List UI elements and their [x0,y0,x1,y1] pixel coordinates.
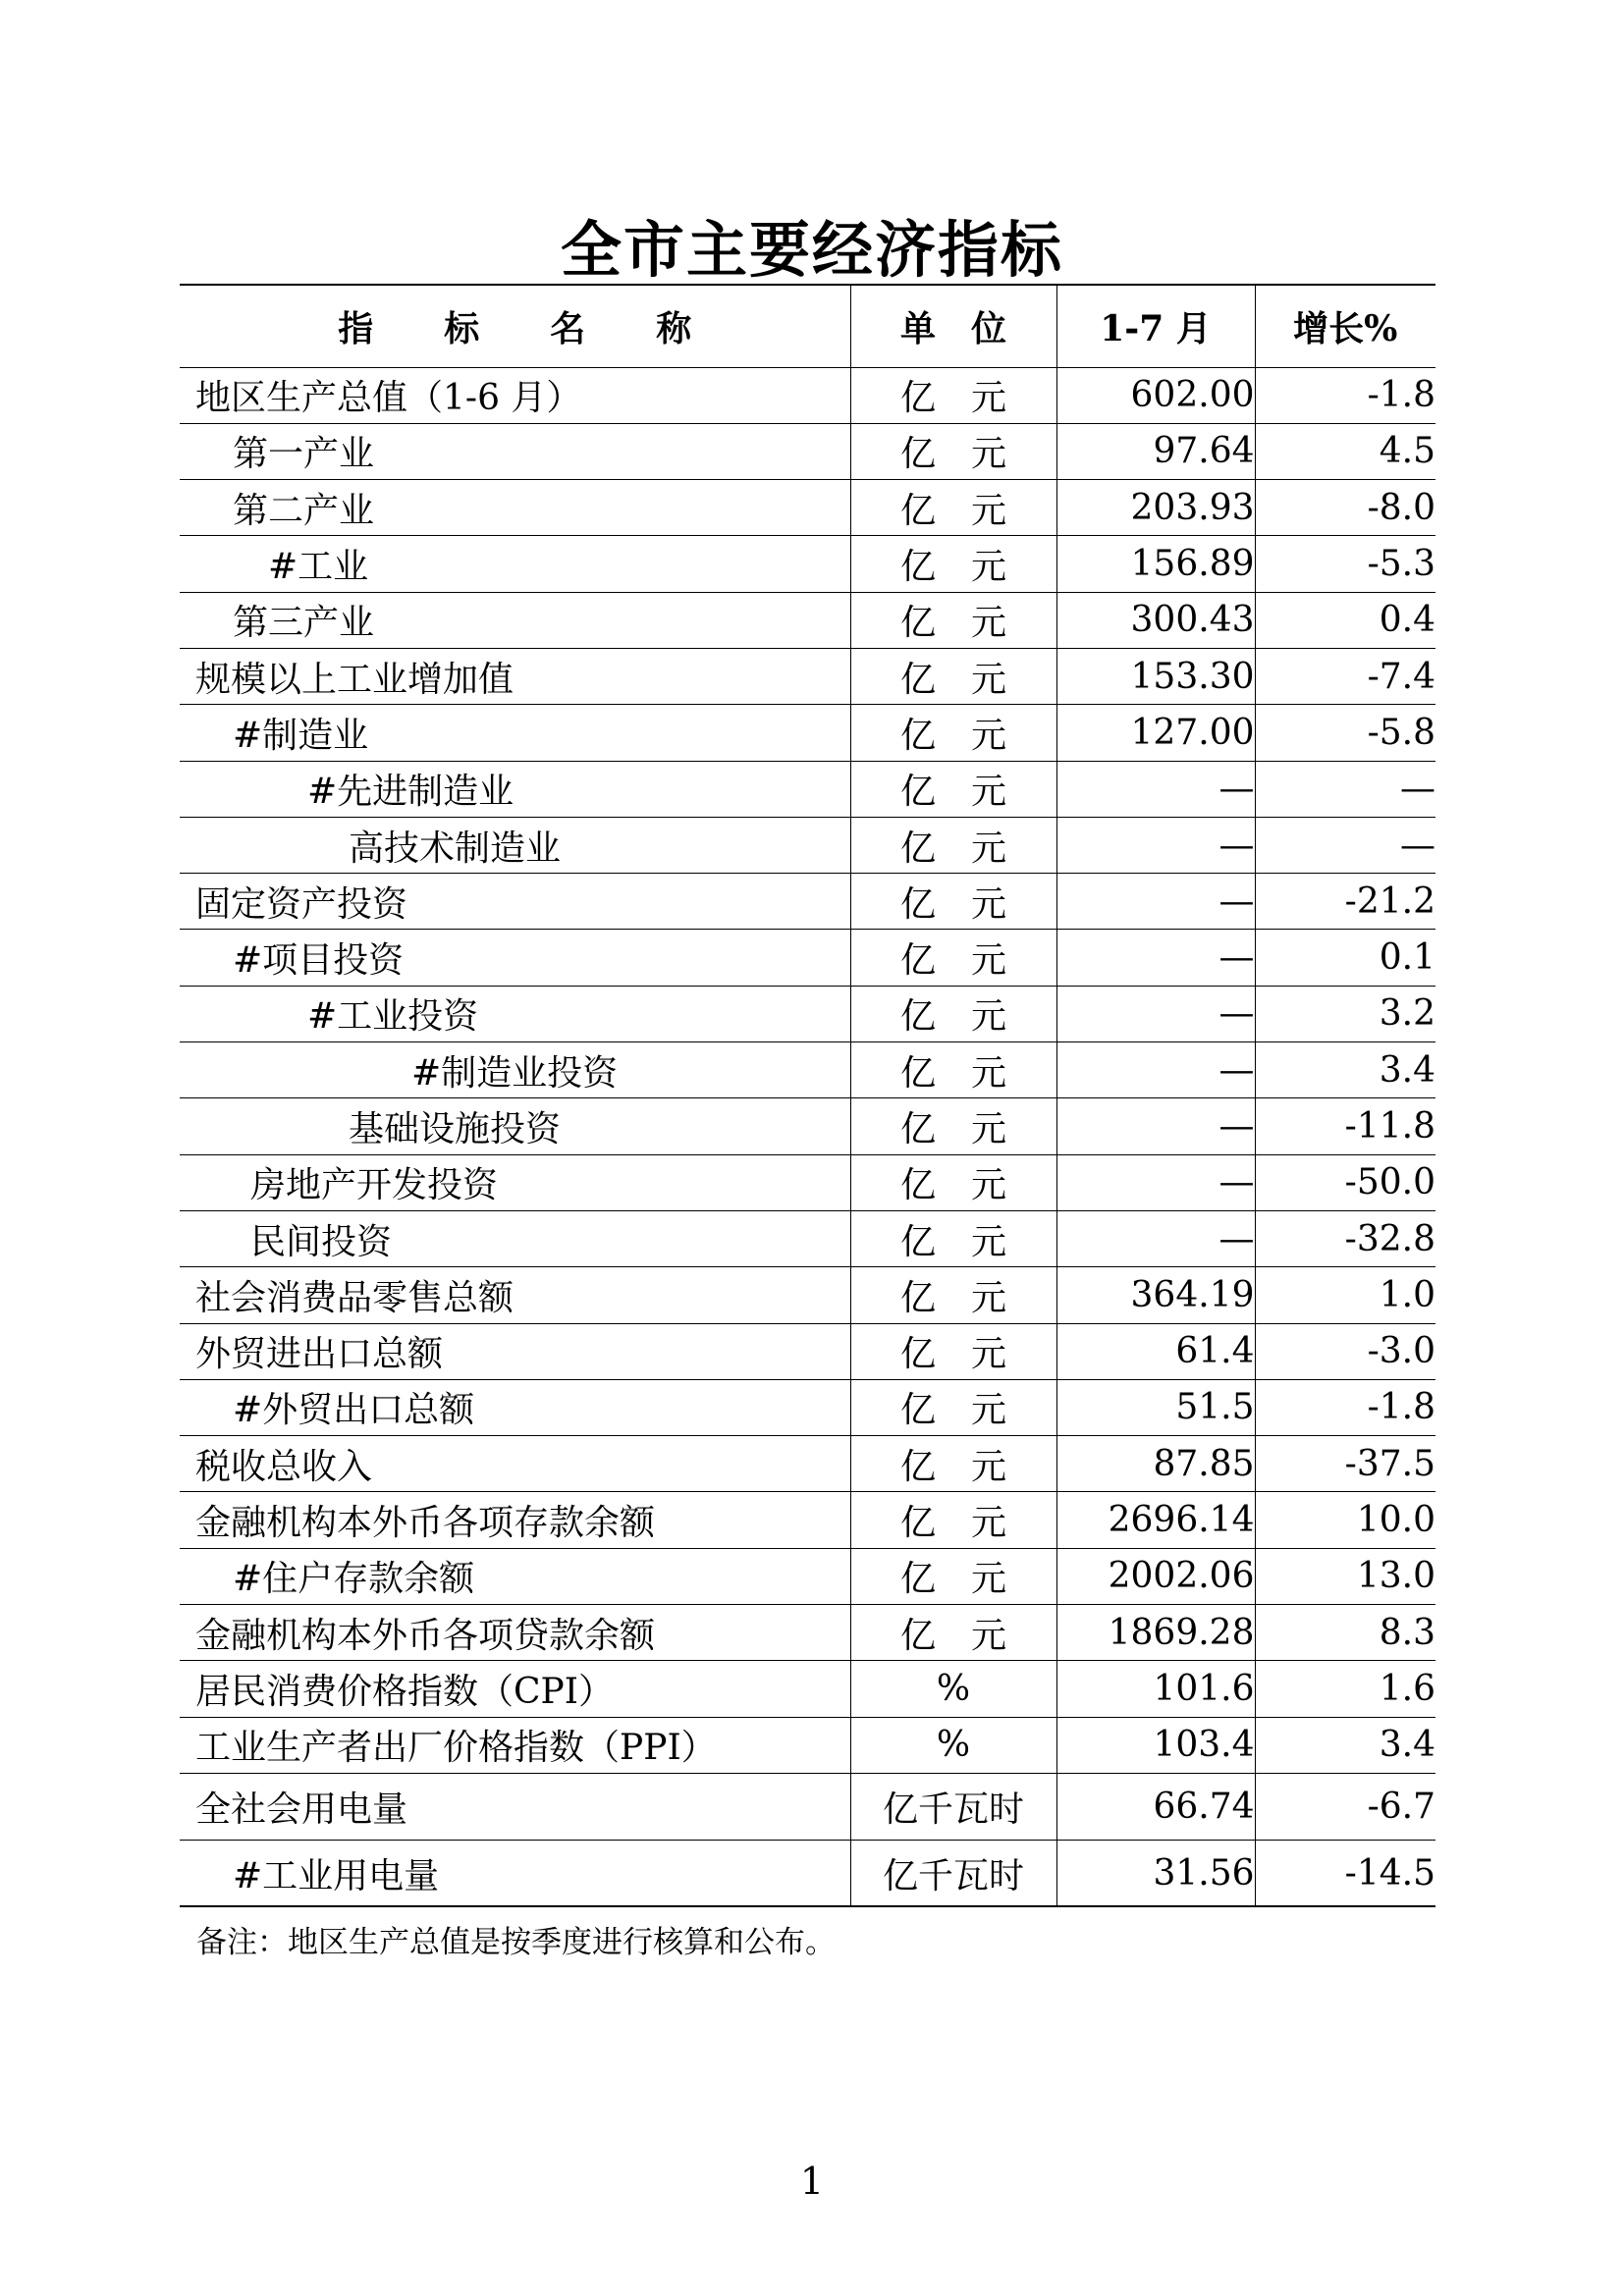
unit-cell: 亿 元 [850,1548,1056,1604]
indicator-name-cell: #项目投资 [180,930,850,986]
indicator-name-cell: 固定资产投资 [180,874,850,930]
indicator-name-cell: #工业投资 [180,986,850,1041]
header-unit: 单 位 [850,285,1056,367]
unit-cell: 亿 元 [850,874,1056,930]
unit-cell: 亿 元 [850,423,1056,479]
table-row [180,1154,1435,1210]
value-cell: 203.93 [1056,480,1255,536]
value-cell: — [1056,874,1255,930]
growth-cell: 3.4 [1255,1717,1435,1773]
unit-cell: 亿 元 [850,1154,1056,1210]
growth-cell: -1.8 [1255,367,1435,423]
table-row [180,1267,1435,1323]
table-row [180,1210,1435,1266]
table-row [180,480,1435,536]
growth-cell: -5.8 [1255,705,1435,761]
unit-cell: 亿 元 [850,1436,1056,1492]
growth-cell: 13.0 [1255,1548,1435,1604]
value-cell: 364.19 [1056,1267,1255,1323]
indicator-name-cell: #工业 [180,536,850,592]
unit-cell: 亿 元 [850,1098,1056,1154]
value-cell: 156.89 [1056,536,1255,592]
economic-indicators-table [180,284,1435,1907]
value-cell: 66.74 [1056,1773,1255,1840]
table-row [180,367,1435,423]
unit-cell: % [850,1717,1056,1773]
table-row [180,1379,1435,1435]
unit-cell: 亿 元 [850,1492,1056,1548]
value-cell: — [1056,986,1255,1041]
value-cell: 1869.28 [1056,1605,1255,1661]
value-cell: 31.56 [1056,1840,1255,1906]
indicator-name-cell: #住户存款余额 [180,1548,850,1604]
unit-cell: 亿 元 [850,986,1056,1041]
table-row [180,761,1435,817]
growth-cell: — [1255,761,1435,817]
unit-cell: 亿 元 [850,648,1056,704]
unit-cell: 亿千瓦时 [850,1773,1056,1840]
indicator-name-cell: 地区生产总值（1-6 月） [180,367,850,423]
table-row [180,1605,1435,1661]
table-row [180,705,1435,761]
header-growth: 增长% [1255,285,1435,367]
unit-cell: % [850,1661,1056,1717]
indicator-name-cell: 外贸进出口总额 [180,1323,850,1379]
table-row [180,1323,1435,1379]
growth-cell: — [1255,817,1435,873]
unit-cell: 亿 元 [850,761,1056,817]
table-row [180,1661,1435,1717]
indicator-name-cell: 第三产业 [180,592,850,648]
table-row [180,986,1435,1041]
indicator-name-cell: 第二产业 [180,480,850,536]
indicator-name-cell: 第一产业 [180,423,850,479]
unit-cell: 亿 元 [850,705,1056,761]
table-row [180,1492,1435,1548]
value-cell: 2696.14 [1056,1492,1255,1548]
value-cell: — [1056,817,1255,873]
growth-cell: 3.2 [1255,986,1435,1041]
unit-cell: 亿千瓦时 [850,1840,1056,1906]
unit-cell: 亿 元 [850,1042,1056,1098]
value-cell: 87.85 [1056,1436,1255,1492]
indicator-name-cell: #制造业投资 [180,1042,850,1098]
growth-cell: 10.0 [1255,1492,1435,1548]
table-row [180,817,1435,873]
indicator-name-cell: #工业用电量 [180,1840,850,1906]
table-row [180,1042,1435,1098]
unit-cell: 亿 元 [850,1323,1056,1379]
table-row [180,1548,1435,1604]
indicator-name-cell: 基础设施投资 [180,1098,850,1154]
value-cell: 101.6 [1056,1661,1255,1717]
value-cell: 51.5 [1056,1379,1255,1435]
indicator-name-cell: 社会消费品零售总额 [180,1267,850,1323]
value-cell: — [1056,1042,1255,1098]
growth-cell: -1.8 [1255,1379,1435,1435]
header-period-value: 1-7 月 [1056,285,1255,367]
indicator-name-cell: #外贸出口总额 [180,1379,850,1435]
footnote: 备注：地区生产总值是按季度进行核算和公布。 [196,1925,836,1960]
unit-cell: 亿 元 [850,1605,1056,1661]
value-cell: 127.00 [1056,705,1255,761]
indicator-name-cell: 居民消费价格指数（CPI） [180,1661,850,1717]
table-row [180,930,1435,986]
value-cell: — [1056,761,1255,817]
growth-cell: -32.8 [1255,1210,1435,1266]
table-body [180,367,1435,1906]
value-cell: 153.30 [1056,648,1255,704]
growth-cell: -8.0 [1255,480,1435,536]
page-number: 1 [799,2160,825,2203]
growth-cell: -50.0 [1255,1154,1435,1210]
value-cell: 2002.06 [1056,1548,1255,1604]
value-cell: 602.00 [1056,367,1255,423]
unit-cell: 亿 元 [850,592,1056,648]
table-row [180,1773,1435,1840]
indicator-name-cell: 民间投资 [180,1210,850,1266]
value-cell: — [1056,1098,1255,1154]
value-cell: 103.4 [1056,1717,1255,1773]
indicator-name-cell: 金融机构本外币各项贷款余额 [180,1605,850,1661]
page-title: 全市主要经济指标 [560,214,1063,286]
table-row [180,1098,1435,1154]
growth-cell: -11.8 [1255,1098,1435,1154]
indicator-name-cell: 规模以上工业增加值 [180,648,850,704]
table-row [180,874,1435,930]
indicator-name-cell: 全社会用电量 [180,1773,850,1840]
table-row [180,1840,1435,1906]
table-row [180,1717,1435,1773]
indicator-name-cell: 工业生产者出厂价格指数（PPI） [180,1717,850,1773]
indicator-name-cell: 税收总收入 [180,1436,850,1492]
value-cell: 61.4 [1056,1323,1255,1379]
growth-cell: 1.0 [1255,1267,1435,1323]
unit-cell: 亿 元 [850,1267,1056,1323]
unit-cell: 亿 元 [850,480,1056,536]
growth-cell: 8.3 [1255,1605,1435,1661]
growth-cell: -6.7 [1255,1773,1435,1840]
indicator-name-cell: 高技术制造业 [180,817,850,873]
growth-cell: 4.5 [1255,423,1435,479]
table-row [180,536,1435,592]
table-row [180,1436,1435,1492]
growth-cell: -5.3 [1255,536,1435,592]
growth-cell: -3.0 [1255,1323,1435,1379]
table-row [180,423,1435,479]
indicator-name-cell: 金融机构本外币各项存款余额 [180,1492,850,1548]
indicator-name-cell: #制造业 [180,705,850,761]
unit-cell: 亿 元 [850,930,1056,986]
unit-cell: 亿 元 [850,1210,1056,1266]
growth-cell: 3.4 [1255,1042,1435,1098]
growth-cell: 0.1 [1255,930,1435,986]
unit-cell: 亿 元 [850,1379,1056,1435]
growth-cell: -14.5 [1255,1840,1435,1906]
growth-cell: 0.4 [1255,592,1435,648]
table-row [180,592,1435,648]
unit-cell: 亿 元 [850,367,1056,423]
header-indicator-name: 指 标 名 称 [180,285,850,367]
growth-cell: -7.4 [1255,648,1435,704]
growth-cell: 1.6 [1255,1661,1435,1717]
value-cell: — [1056,930,1255,986]
indicator-name-cell: #先进制造业 [180,761,850,817]
value-cell: 97.64 [1056,423,1255,479]
growth-cell: -37.5 [1255,1436,1435,1492]
value-cell: — [1056,1154,1255,1210]
unit-cell: 亿 元 [850,817,1056,873]
indicator-name-cell: 房地产开发投资 [180,1154,850,1210]
value-cell: 300.43 [1056,592,1255,648]
growth-cell: -21.2 [1255,874,1435,930]
unit-cell: 亿 元 [850,536,1056,592]
table-row [180,648,1435,704]
value-cell: — [1056,1210,1255,1266]
table-header-row [180,285,1435,367]
